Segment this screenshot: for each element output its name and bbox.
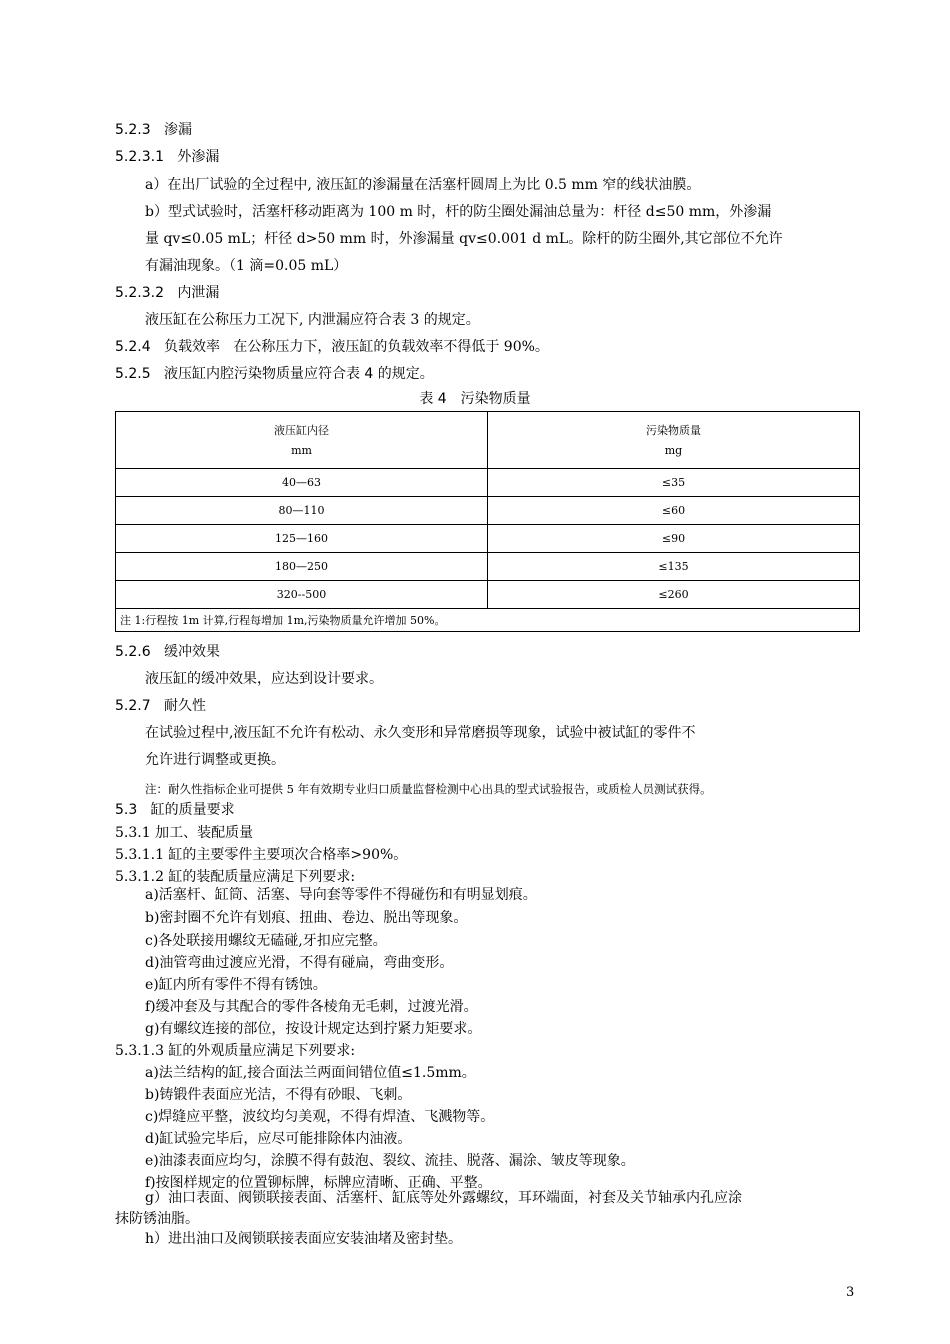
assembly-item-a: a)活塞杆、缸筒、活塞、导向套等零件不得碰伤和有明显划痕。 [145,887,537,903]
table-row [116,581,860,609]
table-cell: 80—110 [116,497,488,525]
clause-5-3-1-3: 5.3.1.3 缸的外观质量应满足下列要求: [115,1043,356,1059]
appearance-item-d: d)缸试验完毕后，应尽可能排除体内油液。 [145,1131,412,1147]
heading-5-2-3: 5.2.3 渗漏 [115,122,192,138]
table-note: 注 1:行程按 1m 计算,行程每增加 1m,污染物质量允许增加 50%。 [116,609,860,632]
table-cell: ≤135 [488,553,860,581]
appearance-item-c: c)焊缝应平整，波纹均匀美观，不得有焊渣、飞溅物等。 [145,1109,495,1125]
table-cell: 40—63 [116,469,488,497]
paragraph-b-line2: 量 qv≤0.05 mL；杆径 d>50 mm 时，外渗漏量 qv≤0.001 d mL。除杆的防尘圈外,其它部位不允许 [145,231,783,247]
heading-5-2-4: 5.2.4 负载效率 在公称压力下，液压缸的负载效率不得低于 90%。 [115,339,549,355]
heading-5-3: 5.3 缸的质量要求 [115,802,235,818]
table-row [116,553,860,581]
appearance-item-f: f)按图样规定的位置铆标牌，标牌应清晰、正确、平整。 [145,1175,492,1191]
table-title: 表 4 污染物质量 [419,391,531,407]
clause-5-3-1-2: 5.3.1.2 缸的装配质量应满足下列要求: [115,869,356,885]
heading-5-2-7: 5.2.7 耐久性 [115,698,206,714]
heading-5-2-3-2: 5.2.3.2 内泄漏 [115,285,220,301]
contaminant-table [115,411,860,632]
page-number: 3 [846,1285,855,1300]
clause-5-3-1-1: 5.3.1.1 缸的主要零件主要项次合格率>90%。 [115,847,408,863]
paragraph-durability-line1: 在试验过程中,液压缸不允许有松动、永久变形和异常磨损等现象，试验中被试缸的零件不 [145,725,696,741]
appearance-item-b: b)铸锻件表面应光洁，不得有砂眼、飞刺。 [145,1087,412,1103]
appearance-item-g-line2: 抹防锈油脂。 [115,1211,199,1227]
table-cell: ≤35 [488,469,860,497]
table-row [116,525,860,553]
heading-5-3-1: 5.3.1 加工、装配质量 [115,825,254,841]
assembly-item-f: f)缓冲套及与其配合的零件各棱角无毛刺，过渡光滑。 [145,999,478,1015]
paragraph-b-line1: b）型式试验时，活塞杆移动距离为 100 m 时，杆的防尘圈处漏油总量为：杆径 d≤50 mm，外渗漏 [145,204,772,220]
paragraph-b-line3: 有漏油现象。（1 滴=0.05 mL） [145,258,348,274]
assembly-item-c: c)各处联接用螺纹无磕碰,牙扣应完整。 [145,933,387,949]
paragraph-durability-line2: 允许进行调整或更换。 [145,752,285,768]
table-cell: ≤260 [488,581,860,609]
table-note-row [116,609,860,632]
heading-5-2-3-1: 5.2.3.1 外渗漏 [115,149,220,165]
table-row [116,497,860,525]
table-row [116,469,860,497]
appearance-item-g-line1: g）油口表面、阀锁联接表面、活塞杆、缸底等处外露螺纹，耳环端面，衬套及关节轴承内孔应涂 [145,1190,742,1206]
heading-5-2-6: 5.2.6 缓冲效果 [115,644,220,660]
table-header-row [116,412,860,469]
table-cell: ≤60 [488,497,860,525]
appearance-item-h: h）进出油口及阀锁联接表面应安装油堵及密封垫。 [145,1231,463,1247]
assembly-item-d: d)油管弯曲过渡应光滑，不得有碰扁，弯曲变形。 [145,955,454,971]
assembly-item-g: g)有螺纹连接的部位，按设计规定达到拧紧力矩要求。 [145,1021,482,1037]
table-cell: 180—250 [116,553,488,581]
table-cell: 125—160 [116,525,488,553]
header-cell-diameter: 液压缸内径 mm [116,412,488,469]
paragraph-buffer: 液压缸的缓冲效果，应达到设计要求。 [145,671,383,687]
durability-note: 注：耐久性指标企业可提供 5 年有效期专业归口质量监督检测中心出具的型式试验报告，或质检人员测试获得。 [145,782,712,796]
heading-5-2-5: 5.2.5 液压缸内腔污染物质量应符合表 4 的规定。 [115,366,434,382]
appearance-item-a: a)法兰结构的缸,接合面法兰两面间错位值≤1.5mm。 [145,1065,476,1081]
paragraph-a: a）在出厂试验的全过程中, 液压缸的渗漏量在活塞杆圆周上为比 0.5 mm 窄的线状油膜。 [145,177,701,193]
assembly-item-e: e)缸内所有零件不得有锈蚀。 [145,977,327,993]
header-cell-mass: 污染物质量 mg [488,412,860,469]
assembly-item-b: b)密封圈不允许有划痕、扭曲、卷边、脱出等现象。 [145,910,468,926]
paragraph-inner-leak: 液压缸在公称压力工况下, 内泄漏应符合表 3 的规定。 [145,312,480,328]
appearance-item-e: e)油漆表面应均匀，涂膜不得有鼓泡、裂纹、流挂、脱落、漏涂、皱皮等现象。 [145,1153,635,1169]
table-cell: 320--500 [116,581,488,609]
table-cell: ≤90 [488,525,860,553]
